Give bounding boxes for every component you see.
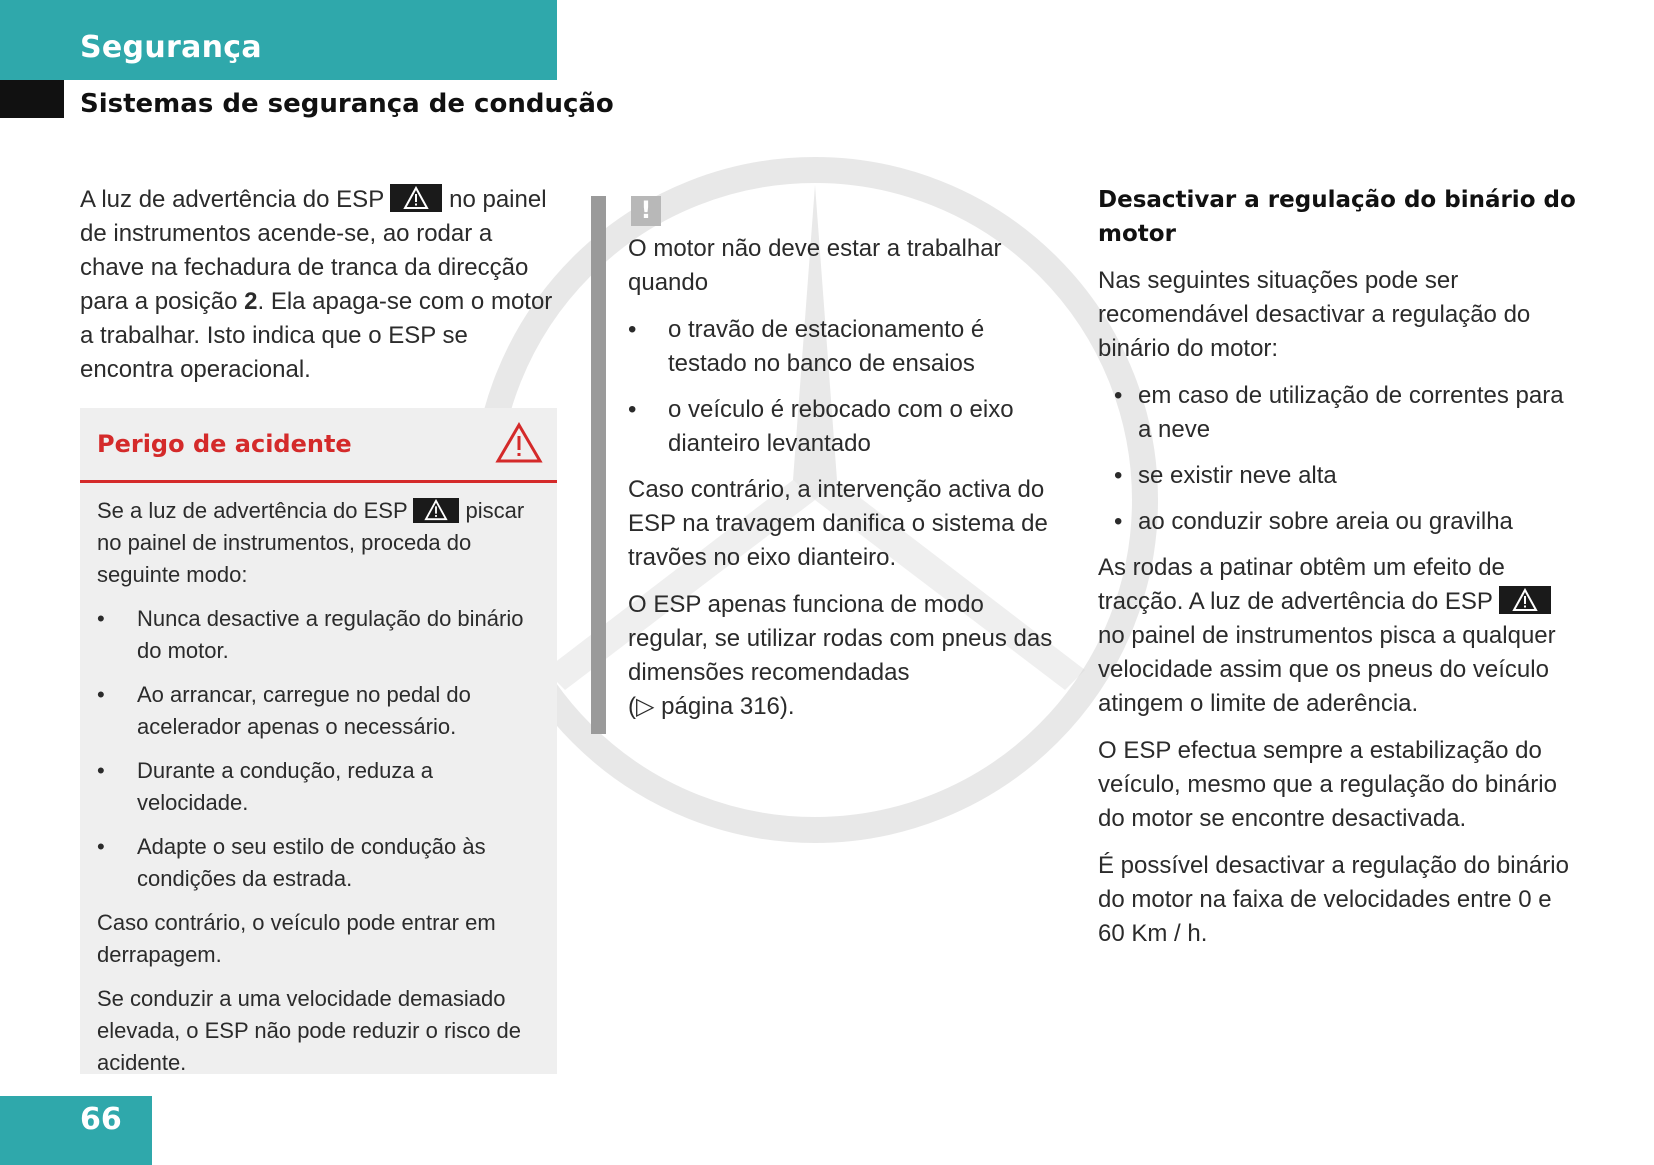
danger-title: Perigo de acidente [97,430,352,458]
esp-intro-paragraph: A luz de advertência do ESP no painel de instrumentos acende-se, ao rodar a chave na fechadura de tranca da direcção para a posição 2. Ela apaga-se com o motor a trabalhar. Isto indica que o ESP se encontra operacional. [80,186,553,383]
danger-intro: Se a luz de advertência do ESP piscar no painel de instrumentos, proceda do seguinte modo: [97,498,525,587]
danger-list [97,603,541,895]
notice-list [628,313,1068,461]
torque-intro: Nas seguintes situações pode ser recomendável desactivar a regulação do binário do motor: [1098,267,1531,362]
section-marker [0,80,64,118]
list-item: • em caso de utilização de correntes para a neve [1098,379,1578,447]
notice-consequence: Caso contrário, a intervenção activa do ESP na travagem danifica o sistema de travões no eixo dianteiro. [628,476,1048,571]
page-number: 66 [80,1102,122,1137]
notice-side-bar [591,196,606,734]
page-number-tab [0,1096,152,1165]
list-item: • Adapte o seu estilo de condução às condições da estrada. [97,831,541,895]
list-item: • ao conduzir sobre areia ou gravilha [1098,505,1578,539]
list-item: • o veículo é rebocado com o eixo dianteiro levantado [628,393,1068,461]
column-left [80,183,560,400]
list-item: • se existir neve alta [1098,459,1578,493]
column-middle [628,232,1068,737]
danger-box [80,408,557,1074]
speed-range-paragraph: É possível desactivar a regulação do binário do motor na faixa de velocidades entre 0 e 60 Km / h. [1098,852,1569,947]
section-heading: Desactivar a regulação do binário do motor [1098,187,1576,247]
esp-warning-icon [1499,586,1551,614]
danger-consequence: Caso contrário, o veículo pode entrar em derrapagem. [97,910,496,967]
stabilization-paragraph: O ESP efectua sempre a estabilização do veículo, mesmo que a regulação do binário do motor se encontre desactivada. [1098,737,1557,832]
page-subtitle: Sistemas de segurança de condução [80,89,614,119]
notice-tyres: O ESP apenas funciona de modo regular, se utilizar rodas com pneus das dimensões recomendadas (▷ página 316). [628,591,1053,720]
column-right [1098,183,1578,964]
list-item: • Ao arrancar, carregue no pedal do acelerador apenas o necessário. [97,679,541,743]
danger-speed-note: Se conduzir a uma velocidade demasiado elevada, o ESP não pode reduzir o risco de acidente. [97,986,521,1075]
esp-warning-icon [413,498,459,523]
situations-list [1098,379,1578,539]
list-item: • o travão de estacionamento é testado no banco de ensaios [628,313,1068,381]
list-item: • Durante a condução, reduza a velocidade. [97,755,541,819]
list-item: • Nunca desactive a regulação do binário do motor. [97,603,541,667]
danger-triangle-icon [495,422,543,464]
esp-warning-icon [390,184,442,212]
section-title: Segurança [80,30,262,65]
notice-icon: ! [631,196,661,226]
danger-header [80,408,557,483]
danger-body [80,483,557,1079]
traction-paragraph: As rodas a patinar obtêm um efeito de tracção. A luz de advertência do ESP no painel de instrumentos pisca a qualquer velocidade assim que os pneus do veículo atingem o limite de aderência. [1098,554,1556,717]
notice-intro: O motor não deve estar a trabalhar quando [628,235,1002,296]
page-reference-link[interactable]: (▷ página 316). [628,693,795,720]
